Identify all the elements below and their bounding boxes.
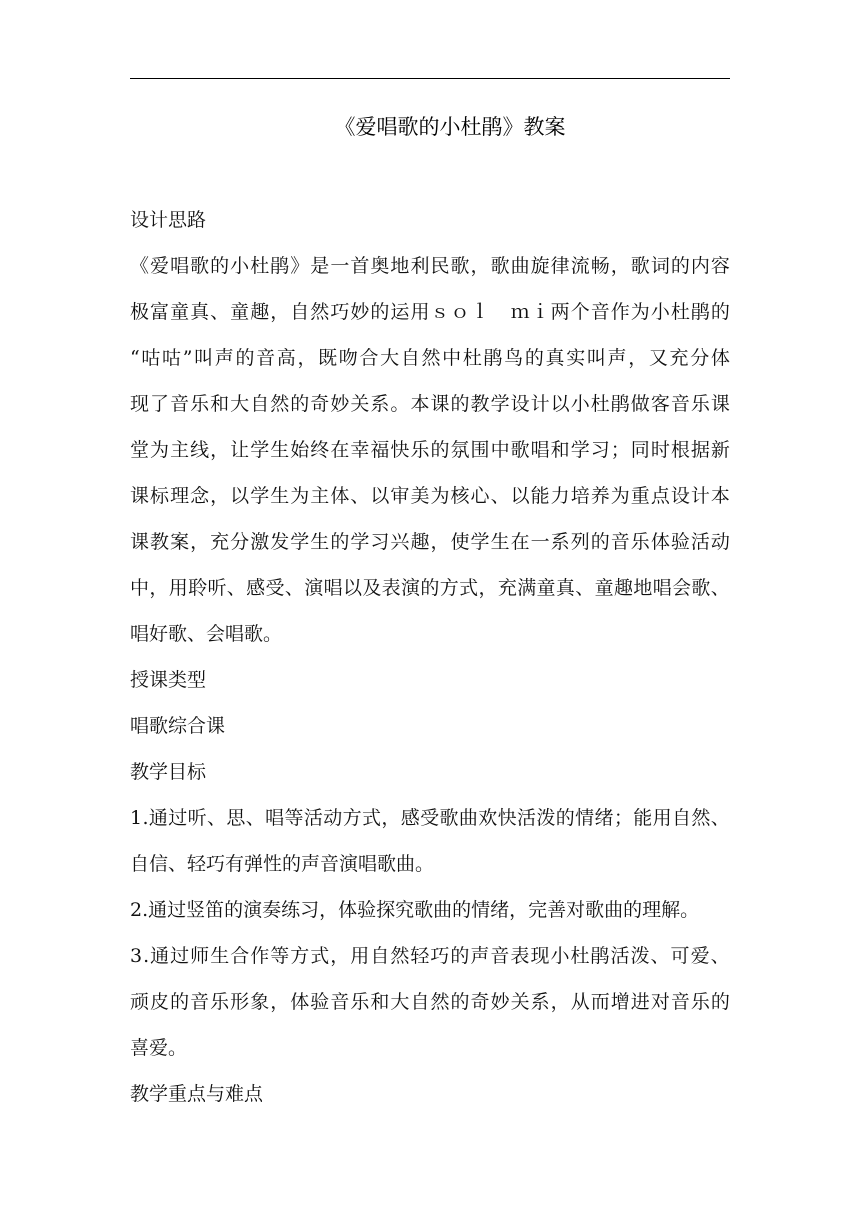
objective-line: 3 . 通 过 师 生 合 作 等 方 式 ， 用 自 然 轻 巧 的 声 音 表 现 小 杜 鹃 活 泼 、 可 爱 、 (130, 945, 730, 967)
objective-line: 1 . 通 过 听 、 思 、 唱 等 活 动 方 式 ， 感 受 歌 曲 欢 快 活 泼 的 情 绪 ； 能 用 自 然 、 (130, 807, 730, 829)
document-title: 《爱唱歌的小杜鹃》教案 (334, 115, 566, 139)
objective-line: 顽 皮 的 音 乐 形 象 ， 体 验 音 乐 和 大 自 然 的 奇 妙 关 系 ， 从 而 增 进 对 音 乐 的 (130, 991, 730, 1013)
body-line: 课 教 案 ， 充 分 激 发 学 生 的 学 习 兴 趣 ， 使 学 生 在 一 系 列 的 音 乐 体 验 活 动 (130, 531, 730, 553)
objective-line: 喜爱。 (130, 1037, 188, 1059)
body-line: 堂 为 主 线 ， 让 学 生 始 终 在 幸 福 快 乐 的 氛 围 中 歌 唱 和 学 习 ； 同 时 根 据 新 (130, 439, 730, 461)
body-line: 中 ， 用 聆 听 、 感 受 、 演 唱 以 及 表 演 的 方 式 ， 充 满 童 真 、 童 趣 地 唱 会 歌 、 (130, 577, 730, 599)
objective-line: 2.通过竖笛的演奏练习，体验探究歌曲的情绪，完善对歌曲的理解。 (130, 899, 700, 921)
section-heading-lesson-type: 授课类型 (130, 669, 207, 691)
header-rule (130, 78, 730, 79)
body-line: 唱歌综合课 (130, 715, 226, 737)
body-line: 《 爱 唱 歌 的 小 杜 鹃 》 是 一 首 奥 地 利 民 歌 ， 歌 曲 旋 律 流 畅 ， 歌 词 的 内 容 (130, 255, 730, 277)
body-line: 现 了 音 乐 和 大 自 然 的 奇 妙 关 系 。 本 课 的 教 学 设 计 以 小 杜 鹃 做 客 音 乐 课 (130, 393, 730, 415)
section-heading-key-points: 教学重点与难点 (130, 1083, 264, 1105)
body-line: 课 标 理 念 ， 以 学 生 为 主 体 、 以 审 美 为 核 心 、 以 能 力 培 养 为 重 点 设 计 本 (130, 485, 730, 507)
document-body (130, 197, 730, 1117)
body-line: 唱好歌、会唱歌。 (130, 623, 283, 645)
body-line: “ 咕 咕 ” 叫 声 的 音 高 ， 既 吻 合 大 自 然 中 杜 鹃 鸟 的 真 实 叫 声 ， 又 充 分 体 (130, 347, 730, 369)
body-line: 极 富 童 真 、 童 趣 ， 自 然 巧 妙 的 运 用 ｓ ｏ ｌ ｍ ｉ 两 个 音 作 为 小 杜 鹃 的 (130, 301, 730, 323)
section-heading-design: 设计思路 (130, 209, 207, 231)
section-heading-objectives: 教学目标 (130, 761, 207, 783)
objective-line: 自信、轻巧有弹性的声音演唱歌曲。 (130, 853, 435, 875)
